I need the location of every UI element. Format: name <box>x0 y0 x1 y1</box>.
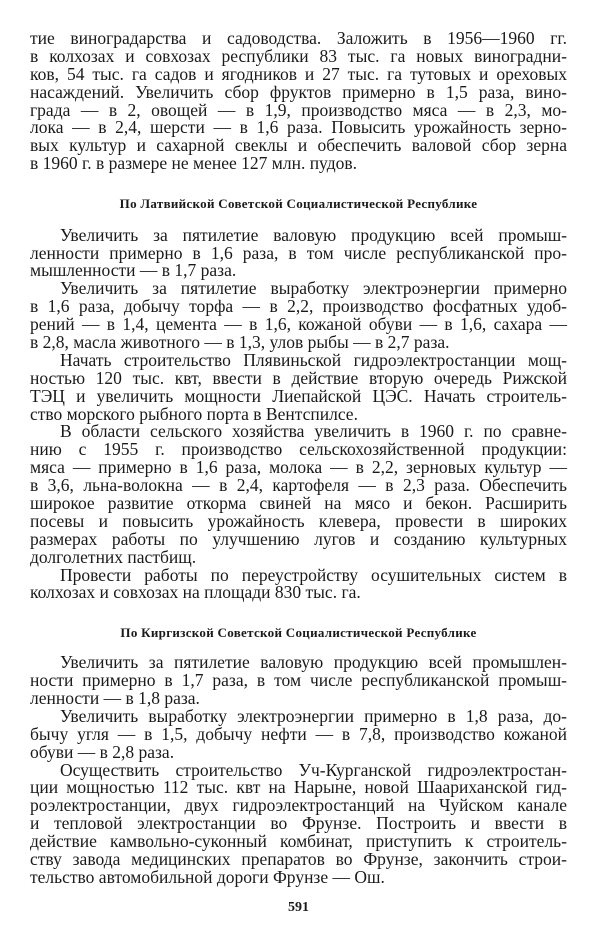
text-line: Увеличить выработку электроэнергии примерно в 1,8 раза, до- <box>60 705 567 726</box>
text-line: широкое развитие откорма свиней на мясо и бекон. Расширить <box>30 492 567 513</box>
paragraph <box>30 423 567 566</box>
text-line: в 1,6 раза, добычу торфа — в 2,2, производство фосфатных удоб- <box>30 296 567 317</box>
text-line: тельство автомобильной дороги Фрунзе — Ош. <box>30 866 385 887</box>
text-line: в колхозах и совхозах республики 83 тыс. га новых виноградни- <box>30 45 567 66</box>
text-line: и тепловой электростанции во Фрунзе. Построить и ввести в <box>30 813 567 834</box>
text-line: колхозах и совхозах на площади 830 тыс. га. <box>30 582 361 603</box>
section-heading: По Латвийской Советской Социалистической Республике <box>119 195 478 211</box>
paragraph <box>30 759 567 887</box>
document-page <box>30 30 567 917</box>
text-line: нию с 1955 г. производство сельскохозяйственной продукции: <box>30 439 567 460</box>
text-line: роэлектростанции, двух гидроэлектростанций на Чуйском канале <box>30 795 567 816</box>
text-line: ству завода медицинских препаратов во Фрунзе, закончить строи- <box>30 849 567 870</box>
text-line: тие виноградарства и садоводства. Заложить в 1956—1960 гг. <box>30 28 567 48</box>
text-line: рений — в 1,4, цемента — в 1,6, кожаной обуви — в 1,6, сахара — <box>30 314 567 335</box>
text-line: ности примерно в 1,7 раза, в том числе республиканской промыш- <box>30 670 567 691</box>
text-line: ностью 120 тыс. квт, ввести в действие вторую очередь Рижской <box>30 367 567 388</box>
text-line: лока — в 2,4, шерсти — в 1,6 раза. Повысить урожайность зерно- <box>30 117 567 138</box>
text-line: долголетних пастбищ. <box>30 546 197 567</box>
page-number: 591 <box>288 899 309 915</box>
text-line: ции мощностью 112 тыс. квт на Нарыне, новой Шаариханской гид- <box>30 777 567 798</box>
text-line: В области сельского хозяйства увеличить в 1960 г. по сравне- <box>60 421 567 442</box>
text-line: обуви — в 2,8 раза. <box>30 741 175 762</box>
text-line: Начать строительство Плявиньской гидроэлектростанции мощ- <box>60 349 567 370</box>
text-line: ков, 54 тыс. га садов и ягодников и 27 тыс. га тутовых и ореховых <box>30 63 567 84</box>
paragraph <box>30 30 567 173</box>
text-line: ТЭЦ и увеличить мощности Лиепайской ЦЭС. Начать строитель- <box>30 385 567 406</box>
paragraph <box>30 224 567 281</box>
text-line: вых культур и сахарной свеклы и обеспечить валовой сбор зерна <box>30 135 567 156</box>
text-line: действие камвольно-суконный комбинат, приступить к строитель- <box>30 831 567 852</box>
text-line: ленности — в 1,8 раза. <box>30 688 200 709</box>
text-line: бычу угля — в 1,5, добычу нефти — в 7,8, производство кожаной <box>30 723 567 744</box>
text-line: Увеличить за пятилетие валовую продукцию всей промышлен- <box>60 652 567 673</box>
text-line: насаждений. Увеличить сбор фруктов примерно в 1,5 раза, вино- <box>30 81 567 102</box>
text-line: мышленности — в 1,7 раза. <box>30 260 237 281</box>
section-heading: По Киргизской Советской Социалистической Республике <box>120 625 477 641</box>
paragraph <box>30 349 567 424</box>
paragraph <box>30 705 567 762</box>
paragraph <box>30 280 567 352</box>
text-line: в 1960 г. в размере не менее 127 млн. пудов. <box>30 153 357 174</box>
text-line: Провести работы по переустройству осушительных систем в <box>60 564 567 585</box>
paragraph <box>30 564 567 603</box>
text-line: ство морского рыбного порта в Вентспилсе. <box>30 403 358 424</box>
text-line: размерах работы по улучшению лугов и созданию культурных <box>30 528 567 549</box>
text-line: ленности примерно в 1,6 раза, в том числе республиканской про- <box>30 242 567 263</box>
text-line: мяса — примерно в 1,6 раза, молока — в 2,2, зерновых культур — <box>30 457 567 478</box>
text-line: града — в 2, овощей — в 1,9, производство мяса — в 2,3, мо- <box>30 99 567 120</box>
text-line: Увеличить за пятилетие выработку электроэнергии примерно <box>60 278 567 299</box>
text-line: в 3,6, льна-волокна — в 2,4, картофеля — в 2,3 раза. Обеспечить <box>30 475 567 496</box>
text-line: Осуществить строительство Уч-Курганской гидроэлектростан- <box>60 759 567 780</box>
paragraph <box>30 654 567 708</box>
text-line: посевы и повысить урожайность клевера, провести в широких <box>30 510 567 531</box>
text-line: Увеличить за пятилетие валовую продукцию всей промыш- <box>60 224 567 245</box>
text-line: в 2,8, масла животного — в 1,3, улов рыбы — в 2,7 раза. <box>30 331 450 352</box>
